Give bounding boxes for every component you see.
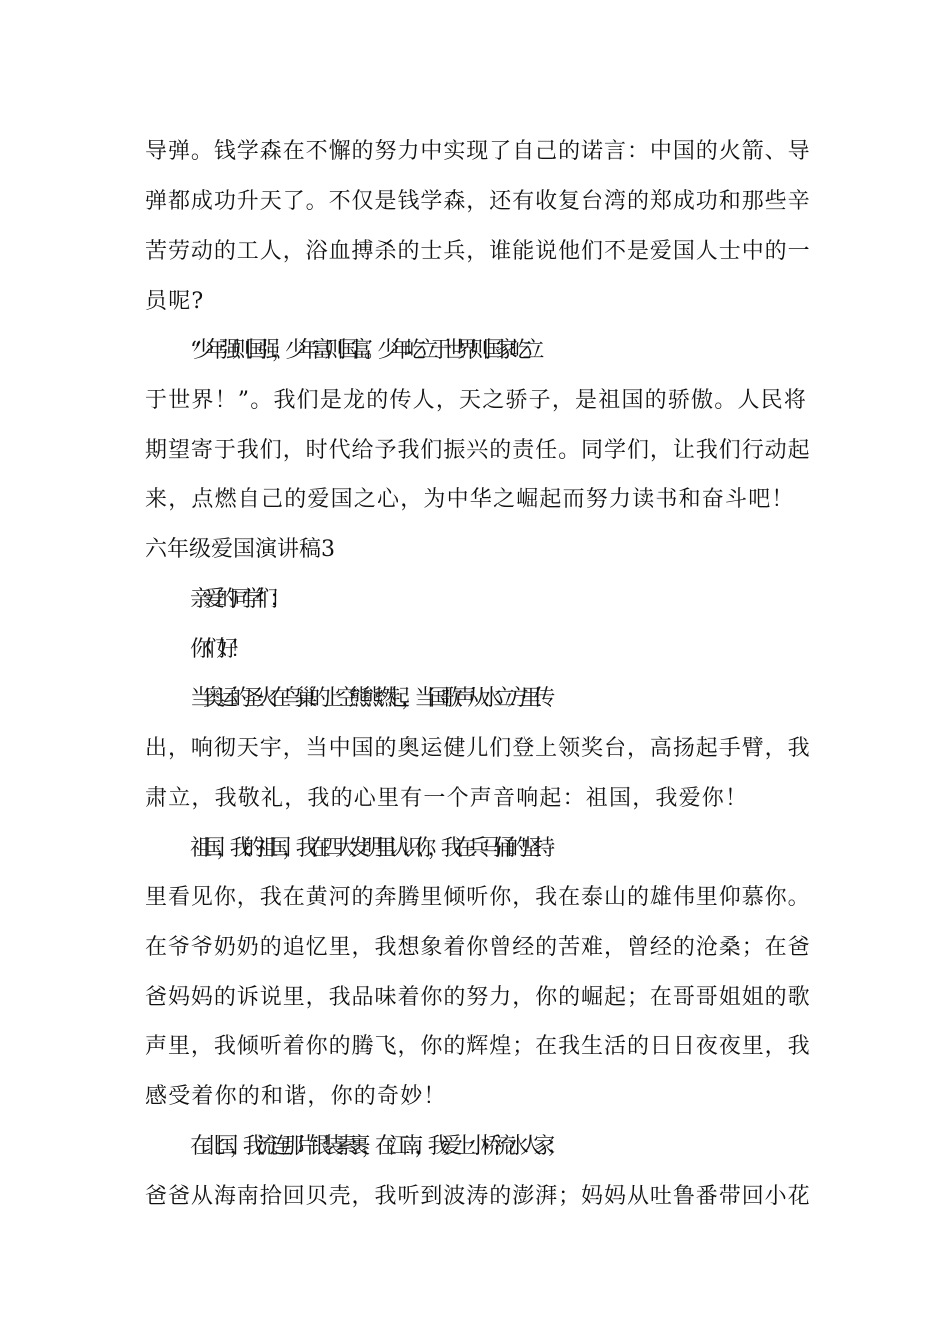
- text-line: 于世界！”。我们是龙的传人，天之骄子，是祖国的骄傲。人民将: [145, 388, 808, 413]
- text-line: 声里，我倾听着你的腾飞，你的辉煌；在我生活的日日夜夜里，我: [145, 1034, 811, 1059]
- text-line: 导弹。钱学森在不懈的努力中实现了自己的诺言：中国的火箭、导: [145, 139, 811, 164]
- salutation: 你们好！: [190, 637, 243, 662]
- text-line: 期望寄于我们，时代给予我们振兴的责任。同学们，让我们行动起: [145, 438, 811, 463]
- text-line: 爸爸从海南拾回贝壳，我听到波涛的澎湃；妈妈从吐鲁番带回小花: [145, 1184, 811, 1209]
- greeting: 亲爱的同学们：: [190, 587, 283, 612]
- text-line: 爸妈妈的诉说里，我品味着你的努力，你的崛起；在哥哥姐姐的歌: [145, 985, 811, 1010]
- section-heading: 六年级爱国演讲稿3: [145, 537, 335, 562]
- text-line: 出，响彻天宇，当中国的奥运健儿们登上领奖台，高扬起手臂，我: [145, 736, 811, 761]
- text-line: 肃立，我敬礼，我的心里有一个声音响起：祖国，我爱你！: [145, 786, 749, 811]
- text-line: 来，点燃自己的爱国之心，为中华之崛起而努力读书和奋斗吧！: [145, 487, 795, 512]
- text-line: “少年强则国强，少年富则国富。少年屹立于世界则国家屹立: [190, 338, 536, 363]
- text-line: 祖国，我的祖国，我在四大发明里认识你，我在兵马俑的坚持: [190, 836, 547, 861]
- text-line: 弹都成功升天了。不仅是钱学森，还有收复台湾的郑成功和那些辛: [145, 189, 811, 214]
- text-line: 里看见你，我在黄河的奔腾里倾听你，我在泰山的雄伟里仰慕你。: [145, 885, 811, 910]
- text-line: 在爷爷奶奶的追忆里，我想象着你曾经的苦难，曾经的沧桑；在爸: [145, 935, 811, 960]
- text-line: 在北国，我流连那片银装素裹，在江南，我爱上小桥流水人家；: [190, 1134, 560, 1159]
- text-line: 苦劳动的工人，浴血搏杀的士兵，谁能说他们不是爱国人士中的一: [145, 239, 811, 264]
- text-line: 当奥运的圣火在鸟巢的上空熊熊燃起，当国歌声从水立方里传: [190, 686, 547, 711]
- text-line: 员呢?: [145, 289, 205, 314]
- text-line: 感受着你的和谐，你的奇妙！: [145, 1084, 447, 1109]
